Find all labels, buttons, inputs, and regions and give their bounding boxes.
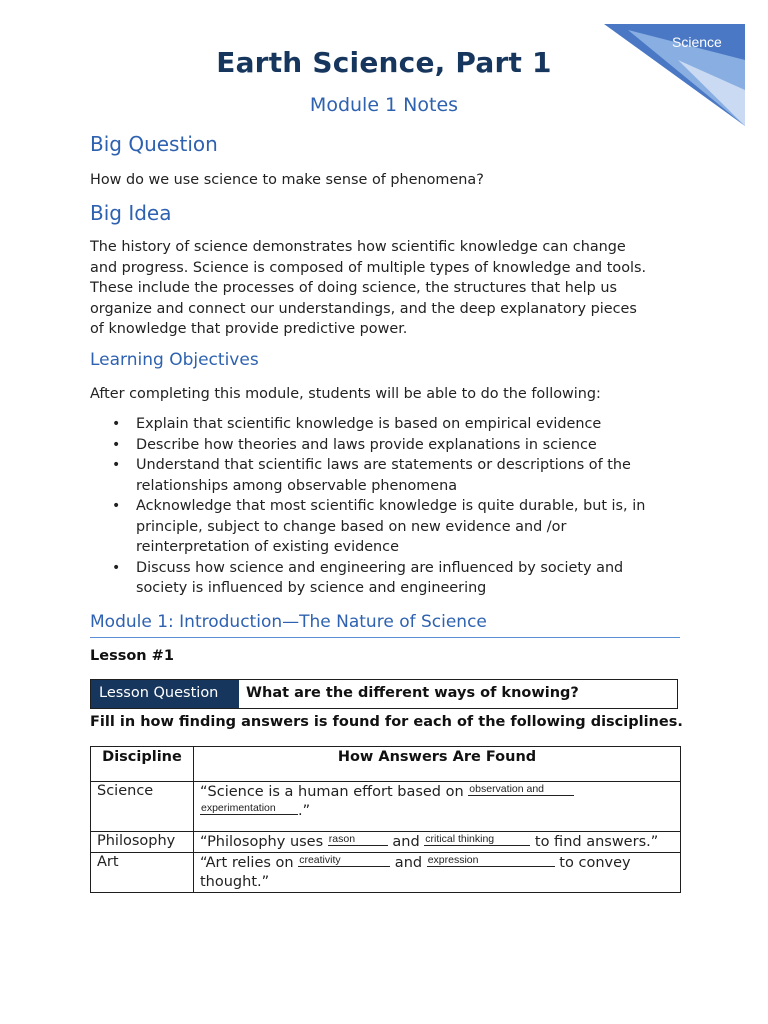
objectives-list: [110, 414, 680, 599]
lesson-question-box: [90, 679, 678, 709]
objective-line: • Acknowledge that most scientific knowledge is quite durable, but is, in: [136, 498, 646, 514]
big-idea-text: [90, 237, 680, 340]
big-idea-heading: Big Idea: [90, 201, 172, 225]
discipline-art: Art: [91, 853, 194, 893]
objective-item: [110, 414, 680, 435]
philosophy-answer-1[interactable]: rason: [328, 833, 388, 846]
science-answer-1[interactable]: observation and: [468, 783, 574, 796]
art-prompt: “Art relies on: [200, 855, 299, 871]
lesson-question-label: Lesson Question: [91, 680, 239, 708]
header-how-answers: How Answers Are Found: [194, 747, 681, 782]
header-discipline: Discipline: [91, 747, 194, 782]
objective-line: relationships among observable phenomena: [136, 477, 458, 494]
big-idea-line: These include the processes of doing science, the structures that help us: [90, 280, 617, 296]
philosophy-answer-2[interactable]: critical thinking: [424, 833, 530, 846]
objective-item: [110, 455, 680, 496]
objective-item: [110, 496, 680, 558]
objective-line: • Discuss how science and engineering are influenced by society and: [136, 559, 624, 576]
objective-line: principle, subject to change based on new evidence and /or: [136, 518, 567, 535]
art-answer-1[interactable]: creativity: [298, 854, 390, 867]
section-divider: [90, 637, 680, 638]
objective-line: society is influenced by science and engineering: [136, 580, 487, 596]
table-header-row: [91, 747, 681, 782]
art-prompt-end: to convey: [554, 855, 631, 871]
big-idea-line: of knowledge that provide predictive power.: [90, 321, 408, 337]
big-idea-line: organize and connect our understandings, and the deep explanatory pieces: [90, 300, 637, 317]
module-heading: Module 1: Introduction—The Nature of Science: [90, 612, 487, 632]
table-row: [91, 832, 681, 853]
big-question-text: How do we use science to make sense of phenomena?: [90, 172, 484, 188]
discipline-philosophy: Philosophy: [91, 832, 194, 853]
objective-item: [110, 558, 680, 599]
lesson-question-text: What are the different ways of knowing?: [246, 685, 579, 701]
science-answer-cell: [194, 782, 681, 832]
philosophy-and: and: [387, 834, 425, 850]
objective-line: • Describe how theories and laws provide explanations in science: [136, 436, 597, 453]
philosophy-answer-cell: [194, 832, 681, 853]
objectives-heading: Learning Objectives: [90, 350, 259, 370]
instruction-text: Fill in how finding answers is found for each of the following disciplines.: [90, 714, 683, 730]
science-prompt: “Science is a human effort based on: [200, 784, 469, 800]
objective-item: [110, 435, 680, 456]
table-row: [91, 782, 681, 832]
objectives-intro: After completing this module, students will be able to do the following:: [90, 386, 601, 402]
philosophy-prompt-end: to find answers.”: [530, 834, 659, 850]
disciplines-table: [90, 746, 681, 893]
discipline-science: Science: [91, 782, 194, 832]
table-row: [91, 853, 681, 893]
big-idea-line: The history of science demonstrates how scientific knowledge can change: [90, 239, 626, 255]
science-prompt-end: .”: [298, 803, 311, 819]
lesson-label: Lesson #1: [90, 648, 174, 664]
page-subtitle: Module 1 Notes: [309, 94, 459, 116]
page-title: Earth Science, Part 1: [216, 46, 552, 79]
art-and: and: [390, 855, 427, 871]
art-answer-2[interactable]: expression: [427, 854, 555, 867]
subject-label: Science: [672, 34, 722, 50]
art-answer-cell: [194, 853, 681, 893]
science-answer-2[interactable]: experimentation: [200, 802, 298, 815]
big-idea-line: and progress. Science is composed of multiple types of knowledge and tools.: [90, 259, 647, 276]
objective-line: • Explain that scientific knowledge is based on empirical evidence: [136, 416, 602, 432]
big-question-heading: Big Question: [90, 132, 218, 156]
philosophy-prompt: “Philosophy uses: [200, 834, 328, 850]
art-prompt-line2: thought.”: [200, 874, 270, 890]
objective-line: reinterpretation of existing evidence: [136, 539, 399, 555]
objective-line: • Understand that scientific laws are statements or descriptions of the: [136, 457, 631, 473]
